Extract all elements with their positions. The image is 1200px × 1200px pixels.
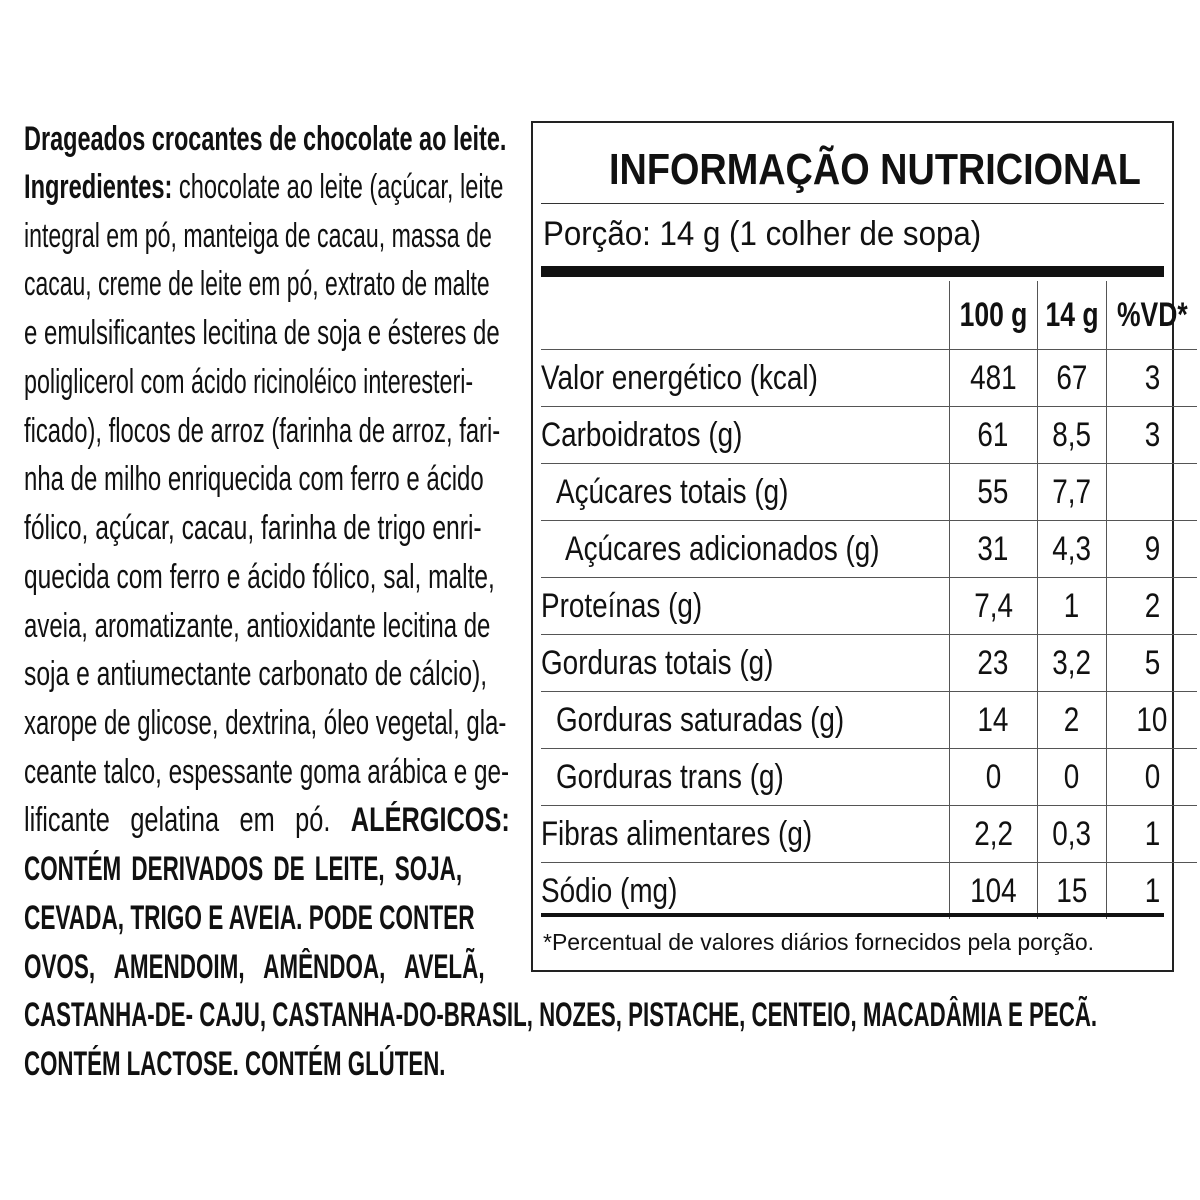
table-row [541, 407, 1197, 464]
ingredients-line: fólico, açúcar, cacau, farinha de trigo enri- [24, 509, 482, 547]
value-portion: 15 [1056, 871, 1088, 910]
value-100g: 7,4 [973, 586, 1013, 625]
daily-value-footnote: *Percentual de valores diários fornecidos pela porção. [543, 929, 1095, 955]
ingredients-line: xarope de glicose, dextrina, óleo vegetal, gla- [24, 704, 507, 742]
nutrition-facts-panel [531, 121, 1188, 972]
value-vd: 1 [1144, 814, 1160, 853]
ingredients-line: ceante talco, espessante goma arábica e ge- [24, 753, 510, 791]
table-row [541, 350, 1197, 407]
allergens-line: CEVADA, TRIGO E AVEIA. PODE CONTER [24, 899, 475, 937]
nutrition-table [541, 281, 1197, 919]
footer-divider [541, 913, 1164, 917]
table-row [541, 749, 1197, 806]
ingredients-line: cacau, creme de leite em pó, extrato de malte [24, 265, 490, 303]
value-100g: 31 [977, 529, 1009, 568]
value-vd: 5 [1144, 643, 1160, 682]
table-row [541, 692, 1197, 749]
value-portion: 3,2 [1052, 643, 1092, 682]
nutrient-label: Sódio (mg) [541, 871, 678, 910]
value-100g: 61 [977, 415, 1009, 454]
allergens-line: OVOS, AMENDOIM, AMÊNDOA, AVELÃ, [24, 948, 485, 986]
ingredients-line: poliglicerol com ácido ricinoléico interesteri- [24, 363, 474, 401]
table-row [541, 635, 1197, 692]
ingredients-line: lificante gelatina em pó. ALÉRGICOS: [24, 801, 510, 839]
nutrient-label: Carboidratos (g) [541, 415, 743, 454]
value-100g: 2,2 [973, 814, 1013, 853]
nutrient-label: Valor energético (kcal) [541, 358, 818, 397]
ingredients-line: quecida com ferro e ácido fólico, sal, malte, [24, 558, 495, 596]
value-vd: 3 [1144, 415, 1160, 454]
nutrient-label: Proteínas (g) [541, 586, 703, 625]
value-portion: 4,3 [1052, 529, 1092, 568]
table-row [541, 521, 1197, 578]
table-row [541, 578, 1197, 635]
value-vd: 3 [1144, 358, 1160, 397]
value-vd: 10 [1136, 700, 1168, 739]
nutrient-label: Açúcares adicionados (g) [565, 529, 880, 568]
value-vd: 2 [1144, 586, 1160, 625]
header-per-portion: 14 g [1037, 281, 1106, 350]
value-portion: 1 [1063, 586, 1080, 625]
ingredients-line: soja e antiumectante carbonato de cálcio), [24, 655, 488, 693]
nutrient-label: Açúcares totais (g) [556, 472, 789, 511]
value-portion: 7,7 [1052, 472, 1092, 511]
nutrition-title: INFORMAÇÃO NUTRICIONAL [609, 145, 1141, 194]
value-vd: 1 [1144, 871, 1160, 910]
product-description-line: Drageados crocantes de chocolate ao leite. [24, 120, 507, 158]
value-100g: 0 [985, 757, 1001, 796]
table-row [541, 863, 1197, 920]
header-daily-value: %VD* [1106, 281, 1197, 350]
value-vd: 9 [1144, 529, 1160, 568]
value-100g: 14 [977, 700, 1009, 739]
ingredients-line: integral em pó, manteiga de cacau, massa de [24, 217, 492, 255]
value-100g: 23 [977, 643, 1009, 682]
allergens-line: CONTÉM LACTOSE. CONTÉM GLÚTEN. [24, 1045, 446, 1083]
title-divider [541, 203, 1164, 204]
portion-divider [541, 266, 1164, 277]
value-portion: 2 [1063, 700, 1080, 739]
value-portion: 67 [1056, 358, 1088, 397]
nutrient-label: Fibras alimentares (g) [541, 814, 813, 853]
value-100g: 104 [969, 871, 1017, 910]
table-header-row [541, 281, 1197, 350]
value-portion: 0,3 [1052, 814, 1092, 853]
value-100g: 55 [977, 472, 1009, 511]
value-portion: 0 [1063, 757, 1080, 796]
value-portion: 8,5 [1052, 415, 1092, 454]
header-blank [541, 281, 949, 350]
ingredients-line: ficado), flocos de arroz (farinha de arroz, fari- [24, 412, 501, 450]
ingredients-line: e emulsificantes lecitina de soja e ésteres de [24, 314, 500, 352]
table-row [541, 806, 1197, 863]
ingredients-line: nha de milho enriquecida com ferro e ácido [24, 460, 484, 498]
nutrient-label: Gorduras totais (g) [541, 643, 774, 682]
value-100g: 481 [969, 358, 1017, 397]
ingredients-line: Ingredientes: chocolate ao leite (açúcar, leite [24, 168, 504, 206]
allergens-line: CONTÉM DERIVADOS DE LEITE, SOJA, [24, 850, 463, 888]
nutrient-label: Gorduras saturadas (g) [556, 700, 845, 739]
allergens-line: CASTANHA-DE- CAJU, CASTANHA-DO-BRASIL, NOZES, PISTACHE, CENTEIO, MACADÂMIA E PECÃ. [24, 996, 1098, 1034]
value-vd: 0 [1144, 757, 1160, 796]
nutrient-label: Gorduras trans (g) [556, 757, 784, 796]
table-row [541, 464, 1197, 521]
portion-size: Porção: 14 g (1 colher de sopa) [543, 215, 982, 253]
header-per-100g: 100 g [949, 281, 1037, 350]
ingredients-line: aveia, aromatizante, antioxidante lecitina de [24, 607, 491, 645]
